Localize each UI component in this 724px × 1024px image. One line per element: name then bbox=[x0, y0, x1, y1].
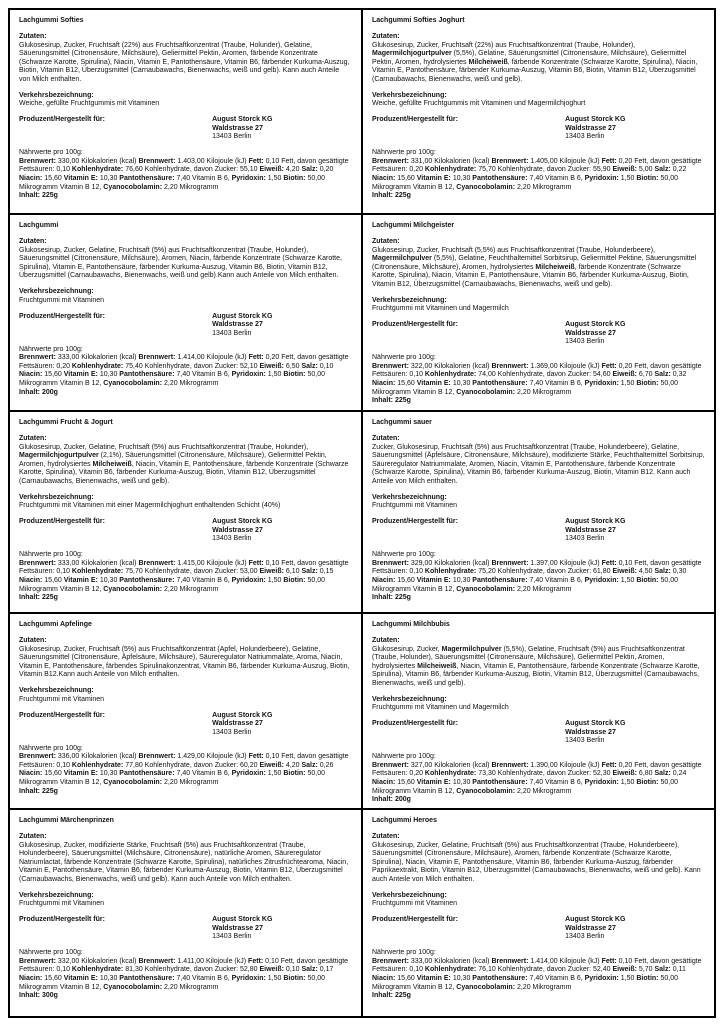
designation-text: Fruchtgummi mit Vitaminen bbox=[372, 502, 458, 510]
producer-address bbox=[565, 720, 625, 746]
designation-section bbox=[372, 892, 705, 909]
product-card bbox=[362, 9, 715, 214]
product-title: Lachgummi Softies Joghurt bbox=[372, 17, 465, 24]
content-value: 300g bbox=[41, 992, 58, 1000]
producer-address bbox=[565, 916, 625, 942]
product-card bbox=[362, 809, 715, 1017]
ingredients-section bbox=[372, 637, 705, 688]
designation-heading: Verkehrsbezeichnung: bbox=[372, 891, 447, 899]
producer-city: 13403 Berlin bbox=[212, 535, 252, 543]
designation-heading: Verkehrsbezeichnung: bbox=[19, 891, 94, 899]
nutrition-section bbox=[19, 149, 352, 200]
producer-address bbox=[212, 116, 272, 142]
nutrition-heading: Nährwerte pro 100g: bbox=[372, 354, 436, 362]
producer-section bbox=[372, 116, 705, 142]
designation-text: Weiche, gefüllte Fruchtgummis mit Vitaminen und Magermilchjoghurt bbox=[372, 100, 586, 108]
ingredients-text: Zucker, Glukosesirup, Fruchtsaft (5%) aus Fruchtsaftkonzentrat (Traube, Holunderbeere), Gelatine, Säuerungsmittel (Äpfelsäure, Citronensäure, Milchsäure), modifizierte Stärke, Feuchthaltemittel Sorbitsirup, Säureregulator Natriummalate, Aromen, Niacin, Vitamin E, Pantothensäure, färbende Konzentrate (Schwarze Karotte, Spirulina), Vitamin B6, färbender Kurkuma-Auszug, Biotin, Vitamin B12. Kann auch Anteile von Milch enthalten. bbox=[372, 443, 705, 485]
product-title: Lachgummi Milchbubis bbox=[372, 621, 450, 628]
designation-section bbox=[19, 494, 352, 511]
product-title: Lachgummi Märchenprinzen bbox=[19, 817, 114, 824]
nutrition-section bbox=[19, 745, 352, 796]
product-title: Lachgummi Heroes bbox=[372, 817, 437, 824]
product-card bbox=[362, 613, 715, 809]
designation-section bbox=[19, 92, 352, 109]
content-value: 225g bbox=[394, 397, 411, 405]
producer-section bbox=[19, 313, 352, 339]
ingredients-heading: Zutaten: bbox=[372, 435, 400, 443]
nutrition-section bbox=[372, 149, 705, 200]
ingredients-heading: Zutaten: bbox=[372, 637, 400, 645]
designation-text: Fruchtgummi mit Vitaminen bbox=[372, 900, 458, 908]
producer-city: 13403 Berlin bbox=[565, 933, 605, 941]
ingredients-section bbox=[372, 33, 705, 84]
ingredients-section bbox=[372, 833, 705, 884]
ingredients-section bbox=[19, 637, 352, 680]
content-label: Inhalt: bbox=[19, 192, 40, 200]
producer-city: 13403 Berlin bbox=[212, 133, 252, 141]
producer-city: 13403 Berlin bbox=[565, 133, 605, 141]
nutrition-section bbox=[372, 354, 705, 405]
content-label: Inhalt: bbox=[19, 992, 40, 1000]
nutrition-section bbox=[372, 551, 705, 602]
product-card bbox=[9, 214, 362, 411]
nutrition-text: Brennwert: 333,00 Kilokalorien (kcal) Brennwert: 1.414,00 Kilojoule (kJ) Fett: 0,20 Fett, davon gesättigte Fettsäuren: 0,20 Kohlenhydrate: 75,40 Kohlenhydrate, davon Zucker: 52,10 Eiweiß: 6,50 Salz: 0,10 Niacin: 15,60 Vitamin E: 10,30 Pantothensäure: 7,40 Vitamin B 6, Pyridoxin: 1,50 Biotin: 50,00 Mikrogramm Vitamin B 12, Cyanocobolamin: 2,20 Mikrogramm bbox=[19, 354, 349, 387]
content-value: 225g bbox=[41, 787, 58, 795]
producer-section bbox=[19, 518, 352, 544]
producer-street: Waldstrasse 27 bbox=[212, 321, 263, 329]
producer-section bbox=[372, 321, 705, 347]
designation-heading: Verkehrsbezeichnung: bbox=[19, 493, 94, 501]
content-line bbox=[372, 397, 705, 406]
nutrition-section bbox=[19, 346, 352, 397]
content-value: 225g bbox=[394, 192, 411, 200]
producer-address bbox=[565, 116, 625, 142]
producer-address bbox=[565, 518, 625, 544]
ingredients-heading: Zutaten: bbox=[19, 637, 47, 645]
producer-name: August Storck KG bbox=[565, 518, 626, 526]
producer-section bbox=[19, 712, 352, 738]
content-line bbox=[19, 788, 352, 797]
ingredients-text: Glukosesirup, Zucker, Magermilchpulver (5,5%), Gelatine, Fruchtsaft (5%) aus Fruchtsaftkonzentrat (Traube, Holunder), Säuerungsmittel (Citronensäure, Milchsäure), Geliermittel Pektin, Aromen, hydrolysiertes Milcheiweiß, Niacin, Vitamin E, Pantothensäure, färbende Konzentrate (Schwarze Karotte, Spirulina), Vitamin B6, färbender Kurkuma-Auszug, Biotin, Vitamin B12, Überzugsmittel (Carnaubawachs, Bienenwachs, weiß und gelb). bbox=[372, 645, 700, 687]
designation-text: Weiche, gefüllte Fruchtgummis mit Vitaminen bbox=[19, 100, 160, 108]
designation-section bbox=[372, 92, 705, 109]
product-title: Lachgummi Frucht & Jogurt bbox=[19, 419, 113, 426]
producer-city: 13403 Berlin bbox=[212, 329, 252, 337]
producer-street: Waldstrasse 27 bbox=[212, 924, 263, 932]
designation-section bbox=[19, 687, 352, 704]
producer-heading: Produzent/Hergestellt für: bbox=[372, 720, 458, 728]
ingredients-heading: Zutaten: bbox=[372, 238, 400, 246]
producer-section bbox=[372, 916, 705, 942]
nutrition-heading: Nährwerte pro 100g: bbox=[372, 753, 436, 761]
producer-street: Waldstrasse 27 bbox=[212, 124, 263, 132]
ingredients-section bbox=[372, 435, 705, 486]
designation-heading: Verkehrsbezeichnung: bbox=[372, 493, 447, 501]
ingredients-text: Glukosesirup, Zucker, Gelatine, Fruchtsaft (5%) aus Fruchtsaftkonzentrat (Traube, Holunderbeere), Säuerungsmittel (Citronensäure, Milchsäure), Aromen, färbende Konzentrate (Schwarze Karotte, Spirulina), Niacin, Vitamin E, Pantothensäure, Vitamin B6, färbender Kurkuma-Auszug, färbender Paprikaextrakt, Biotin, Vitamin B12, Überzugsmittel (Carnaubawachs, Bienenwachs, weiß und gelb). Kann auch Anteile von Milch enthalten. bbox=[372, 841, 701, 883]
content-line bbox=[372, 992, 705, 1001]
ingredients-section bbox=[19, 238, 352, 281]
producer-heading: Produzent/Hergestellt für: bbox=[372, 518, 458, 526]
designation-section bbox=[372, 696, 705, 713]
designation-text: Fruchtgummi mit Vitaminen mit einer Magermilchjoghurt enthaltenden Schicht (40%) bbox=[19, 502, 281, 510]
content-line bbox=[19, 992, 352, 1001]
content-label: Inhalt: bbox=[372, 397, 393, 405]
ingredients-text: Glukosesirup, Zucker, Gelatine, Fruchtsaft (5%) aus Fruchtsaftkonzentrat (Traube, Holunder), Säuerungsmittel (Citronensäure, Milchsäure), Aromen, Niacin, färbende Konzentrate (Schwarze Karotte, Spirulina), Vitamin E, Pantothensäure, färbender Kurkuma-Auszug, Vitamin B6, Biotin, Vitamin B12, Überzugsmittel (Carnaubawachs, Bienenwachs, weiß und gelb).Kann auch Anteile von Milch enthalten. bbox=[19, 246, 342, 280]
producer-city: 13403 Berlin bbox=[212, 728, 252, 736]
content-label: Inhalt: bbox=[372, 594, 393, 602]
ingredients-text: Glukosesirup, Zucker, modifizierte Stärke, Fruchtsaft (5%) aus Fruchtsaftkonzentrat (Traube, Holunderbeere), Säuerungsmittel (Milchsäure, Citronensäure), natürliche Aromen, Säureregulator Natriumlactat, färbende Konzentrate (Schwarze Karotte, Spirulina), natürliches Zitrusfrüchtearoma, Niacin, Vitamin E, Pantothensäure, Vitamin B6, färbender Kurkuma-Auszug, Biotin, Vitamin B12, Überzugsmittel (Carnaubawachs, Bienenwachs, weiß und gelb). Kann auch Anteile von Milch enthalten. bbox=[19, 841, 349, 883]
producer-section bbox=[19, 116, 352, 142]
nutrition-text: Brennwert: 322,00 Kilokalorien (kcal) Brennwert: 1.369,00 Kilojoule (kJ) Fett: 0,20 Fett, davon gesättigte Fettsäuren: 0,10 Kohlenhydrate: 74,00 Kohlenhydrate, davon Zucker: 54,60 Eiweiß: 6,70 Salz: 0,32 Niacin: 15,60 Vitamin E: 10,30 Pantothensäure: 7,40 Vitamin B 6, Pyridoxin: 1,50 Biotin: 50,00 Mikrogramm Vitamin B 12, Cyanocobolamin: 2,20 Mikrogramm bbox=[372, 362, 702, 396]
producer-name: August Storck KG bbox=[565, 116, 626, 124]
product-title: Lachgummi Softies bbox=[19, 17, 84, 24]
producer-city: 13403 Berlin bbox=[565, 338, 605, 346]
designation-heading: Verkehrsbezeichnung: bbox=[372, 296, 447, 304]
nutrition-text: Brennwert: 327,00 Kilokalorien (kcal) Brennwert: 1.390,00 Kilojoule (kJ) Fett: 0,20 Fett, davon gesättigte Fettsäuren: 0,20 Kohlenhydrate: 73,30 Kohlenhydrate, davon Zucker: 52,30 Eiweiß: 6,80 Salz: 0,24 Niacin: 15,60 Vitamin E: 10,30 Pantothensäure: 7,40 Vitamin B 6, Pyridoxin: 1,50 Biotin: 50,00 Mikrogramm Vitamin B 12, Cyanocobolamin: 2,20 Mikrogramm bbox=[372, 761, 702, 795]
designation-text: Fruchtgummi mit Vitaminen bbox=[19, 900, 105, 908]
producer-address bbox=[565, 321, 625, 347]
producer-name: August Storck KG bbox=[565, 720, 626, 728]
product-card bbox=[9, 9, 362, 214]
designation-heading: Verkehrsbezeichnung: bbox=[19, 91, 94, 99]
nutrition-section bbox=[372, 753, 705, 804]
ingredients-heading: Zutaten: bbox=[19, 33, 47, 41]
designation-section bbox=[19, 288, 352, 305]
producer-street: Waldstrasse 27 bbox=[212, 720, 263, 728]
content-value: 200g bbox=[394, 796, 411, 804]
designation-section bbox=[19, 892, 352, 909]
nutrition-section bbox=[19, 551, 352, 602]
producer-name: August Storck KG bbox=[212, 518, 273, 526]
ingredients-heading: Zutaten: bbox=[372, 33, 400, 41]
ingredients-text: Glukosesirup, Zucker, Fruchtsaft (5%) aus Fruchtsaftkonzentrat (Apfel, Holunderbeere), Gelatine, Säuerungsmittel (Citronensäure, Äpfelsäure, Milchsäure), Säureregulator Natriummalate, Aroma, Niacin, Vitamin E, Pantothensäure, färbendes Spirulinakonzentrat, Vitamin B6, färbender Kurkuma-Auszug, Biotin, Vitamin B12.Kann auch Anteile von Milch enthalten. bbox=[19, 645, 350, 679]
producer-name: August Storck KG bbox=[565, 916, 626, 924]
producer-address bbox=[212, 313, 272, 339]
content-label: Inhalt: bbox=[19, 594, 40, 602]
producer-name: August Storck KG bbox=[212, 116, 273, 124]
producer-name: August Storck KG bbox=[212, 312, 273, 320]
ingredients-heading: Zutaten: bbox=[19, 238, 47, 246]
product-title: Lachgummi bbox=[19, 222, 59, 229]
content-value: 200g bbox=[41, 388, 58, 396]
content-label: Inhalt: bbox=[19, 787, 40, 795]
producer-heading: Produzent/Hergestellt für: bbox=[19, 116, 105, 124]
nutrition-text: Brennwert: 336,00 Kilokalorien (kcal) Brennwert: 1.429,00 Kilojoule (kJ) Fett: 0,10 Fett, davon gesättigte Fettsäuren: 0,10 Kohlenhydrate: 77,80 Kohlenhydrate, davon Zucker: 60,20 Eiweiß: 4,20 Salz: 0,26 Niacin: 15,60 Vitamin E: 10,30 Pantothensäure: 7,40 Vitamin B 6, Pyridoxin: 1,50 Biotin: 50,00 Mikrogramm Vitamin B 12, Cyanocobolamin: 2,20 Mikrogramm bbox=[19, 753, 349, 786]
ingredients-section bbox=[19, 833, 352, 884]
nutrition-text: Brennwert: 329,00 Kilokalorien (kcal) Brennwert: 1.397,00 Kilojoule (kJ) Fett: 0,10 Fett, davon gesättigte Fettsäuren: 0,10 Kohlenhydrate: 75,20 Kohlenhydrate, davon Zucker: 61,80 Eiweiß: 4,50 Salz: 0,30 Niacin: 15,60 Vitamin E: 10,30 Pantothensäure: 7,40 Vitamin B 6, Pyridoxin: 1,50 Biotin: 50,00 Mikrogramm Vitamin B 12, Cyanocobolamin: 2,20 Mikrogramm bbox=[372, 559, 702, 593]
nutrition-heading: Nährwerte pro 100g: bbox=[19, 949, 83, 957]
producer-street: Waldstrasse 27 bbox=[212, 526, 263, 534]
producer-heading: Produzent/Hergestellt für: bbox=[19, 711, 105, 719]
producer-name: August Storck KG bbox=[212, 916, 273, 924]
product-card bbox=[362, 411, 715, 613]
content-label: Inhalt: bbox=[372, 992, 393, 1000]
producer-address bbox=[212, 712, 272, 738]
designation-heading: Verkehrsbezeichnung: bbox=[372, 695, 447, 703]
nutrition-heading: Nährwerte pro 100g: bbox=[372, 949, 436, 957]
content-value: 225g bbox=[41, 594, 58, 602]
producer-name: August Storck KG bbox=[212, 711, 273, 719]
content-label: Inhalt: bbox=[372, 796, 393, 804]
content-value: 225g bbox=[41, 192, 58, 200]
nutrition-heading: Nährwerte pro 100g: bbox=[372, 551, 436, 559]
ingredients-heading: Zutaten: bbox=[19, 435, 47, 443]
designation-heading: Verkehrsbezeichnung: bbox=[372, 91, 447, 99]
ingredients-section bbox=[372, 238, 705, 289]
producer-street: Waldstrasse 27 bbox=[565, 526, 616, 534]
producer-heading: Produzent/Hergestellt für: bbox=[372, 116, 458, 124]
product-title: Lachgummi Milchgeister bbox=[372, 222, 455, 229]
content-line bbox=[19, 389, 352, 398]
content-value: 225g bbox=[394, 594, 411, 602]
producer-section bbox=[19, 916, 352, 942]
nutrition-text: Brennwert: 331,00 Kilokalorien (kcal) Brennwert: 1.405,00 Kilojoule (kJ) Fett: 0,20 Fett, davon gesättigte Fettsäuren: 0,20 Kohlenhydrate: 75,70 Kohlenhydrate, davon Zucker: 55,90 Eiweiß: 5,00 Salz: 0,22 Niacin: 15,60 Vitamin E: 10,30 Pantothensäure: 7,40 Vitamin B 6, Pyridoxin: 1,50 Biotin: 50,00 Mikrogramm Vitamin B 12, Cyanocobolamin: 2,20 Mikrogramm bbox=[372, 157, 702, 191]
content-line bbox=[372, 192, 705, 201]
designation-section bbox=[372, 297, 705, 314]
nutrition-section bbox=[19, 949, 352, 1000]
nutrition-heading: Nährwerte pro 100g: bbox=[372, 149, 436, 157]
nutrition-text: Brennwert: 333,00 Kilokalorien (kcal) Brennwert: 1.415,00 Kilojoule (kJ) Fett: 0,10 Fett, davon gesättigte Fettsäuren: 0,10 Kohlenhydrate: 75,70 Kohlenhydrate, davon Zucker: 53,00 Eiweiß: 6,10 Salz: 0,15 Niacin: 15,60 Vitamin E: 10,30 Pantothensäure: 7,40 Vitamin B 6, Pyridoxin: 1,50 Biotin: 50,00 Mikrogramm Vitamin B 12, Cyanocobolamin: 2,20 Mikrogramm bbox=[19, 559, 349, 593]
nutrition-text: Brennwert: 332,00 Kilokalorien (kcal) Brennwert: 1.411,00 Kilojoule (kJ) Fett: 0,10 Fett, davon gesättigte Fettsäuren: 0,10 Kohlenhydrate: 81,30 Kohlenhydrate, davon Zucker: 52,80 Eiweiß: 0,10 Salz: 0,17 Niacin: 15,60 Vitamin E: 10,30 Pantothensäure: 7,40 Vitamin B 6, Pyridoxin: 1,50 Biotin: 50,00 Mikrogramm Vitamin B 12, Cyanocobolamin: 2,20 Mikrogramm bbox=[19, 957, 349, 991]
product-card bbox=[9, 613, 362, 809]
producer-city: 13403 Berlin bbox=[565, 535, 605, 543]
product-title: Lachgummi sauer bbox=[372, 419, 432, 426]
designation-text: Fruchtgummi mit Vitaminen und Magermilch bbox=[372, 704, 509, 712]
producer-street: Waldstrasse 27 bbox=[565, 728, 616, 736]
nutrition-text: Brennwert: 330,00 Kilokalorien (kcal) Brennwert: 1.403,00 Kilojoule (kJ) Fett: 0,10 Fett, davon gesättigte Fettsäuren: 0,10 Kohlenhydrate: 76,60 Kohlenhydrate, davon Zucker: 55,10 Eiweiß: 4,20 Salz: 0,20 Niacin: 15,60 Vitamin E: 10,30 Pantothensäure: 7,40 Vitamin B 6, Pyridoxin: 1,50 Biotin: 50,00 Mikrogramm Vitamin B 12, Cyanocobolamin: 2,20 Mikrogramm bbox=[19, 157, 349, 191]
designation-heading: Verkehrsbezeichnung: bbox=[19, 288, 94, 296]
producer-city: 13403 Berlin bbox=[565, 737, 605, 745]
content-label: Inhalt: bbox=[372, 192, 393, 200]
ingredients-text: Glukosesirup, Zucker, Fruchtsaft (5,5%) aus Fruchtsaftkonzentrat (Traube, Holunderbeere), Magermilchpulver (5,5%), Gelatine, Feuchthaltemittel Sorbitsirup, Geliermittel Pektine, Säuerungsmittel (Citronensäure, Milchsäure), Aromen, hydrolysiertes Milcheiweiß, färbende Konzentrate (Schwarze Karotte, Spirulina), Niacin, Vitamin E, Pantothensäure, Vitamin B6, färbender Kurkuma-Auszug, Biotin, Vitamin B12, Überzugsmittel (Carnaubawachs, Bienenwachs, weiß und gelb). bbox=[372, 246, 697, 288]
content-line bbox=[19, 594, 352, 603]
content-line bbox=[372, 594, 705, 603]
producer-heading: Produzent/Hergestellt für: bbox=[19, 518, 105, 526]
producer-section bbox=[372, 518, 705, 544]
designation-text: Fruchtgummi mit Vitaminen bbox=[19, 695, 105, 703]
producer-heading: Produzent/Hergestellt für: bbox=[372, 916, 458, 924]
ingredients-section bbox=[19, 435, 352, 486]
nutrition-heading: Nährwerte pro 100g: bbox=[19, 345, 83, 353]
ingredients-heading: Zutaten: bbox=[19, 833, 47, 841]
content-line bbox=[372, 796, 705, 805]
nutrition-heading: Nährwerte pro 100g: bbox=[19, 551, 83, 559]
product-card bbox=[9, 809, 362, 1017]
designation-section bbox=[372, 494, 705, 511]
producer-heading: Produzent/Hergestellt für: bbox=[372, 321, 458, 329]
ingredients-text: Glukosesirup, Zucker, Fruchtsaft (22%) aus Fruchtsaftkonzentrat (Traube, Holunder), Gelatine, Säuerungsmittel (Citronensäure, Milchsäure), Geliermittel Pektin, Aromen, färbende Konzentrate (Schwarze Karotte, Spirulina), Niacin, Vitamin E, Pantothensäure, Vitamin B6, färbender Kurkuma-Auszug, Biotin, Vitamin B12, Überzugsmittel (Carnaubawachs, Bienenwachs, weiß und gelb). Kann auch Anteile von Milch enthalten. bbox=[19, 41, 350, 83]
producer-address bbox=[212, 916, 272, 942]
ingredients-text: Glukosesirup, Zucker, Fruchtsaft (22%) aus Fruchtsaftkonzentrat (Traube, Holunder), Magermilchjogurtpulver (5,5%), Gelatine, Säuerungsmittel (Citronensäure, Milchsäure), Geliermittel Pektin, Aromen, hydrolysiertes Milcheiweiß, färbende Konzentrate (Schwarze Karotte, Spirulina), Niacin, Vitamin E, Pantothensäure, färbender Kurkuma-Auszug, Vitamin B6, Biotin, Vitamin B12, Überzugsmittel (Carnaubawachs, Bienenwachs, weiß und gelb). bbox=[372, 41, 698, 83]
ingredients-heading: Zutaten: bbox=[372, 833, 400, 841]
nutrition-heading: Nährwerte pro 100g: bbox=[19, 744, 83, 752]
producer-street: Waldstrasse 27 bbox=[565, 924, 616, 932]
content-line bbox=[19, 192, 352, 201]
content-label: Inhalt: bbox=[19, 388, 40, 396]
product-grid bbox=[8, 8, 716, 1018]
producer-street: Waldstrasse 27 bbox=[565, 124, 616, 132]
product-card bbox=[362, 214, 715, 411]
product-title: Lachgummi Apfelinge bbox=[19, 621, 92, 628]
producer-street: Waldstrasse 27 bbox=[565, 329, 616, 337]
nutrition-section bbox=[372, 949, 705, 1000]
designation-heading: Verkehrsbezeichnung: bbox=[19, 687, 94, 695]
producer-section bbox=[372, 720, 705, 746]
producer-name: August Storck KG bbox=[565, 321, 626, 329]
producer-city: 13403 Berlin bbox=[212, 933, 252, 941]
content-value: 225g bbox=[394, 992, 411, 1000]
designation-text: Fruchtgummi mit Vitaminen und Magermilch bbox=[372, 305, 509, 313]
ingredients-text: Glukosesirup, Zucker, Gelatine, Fruchtsaft (5%) aus Fruchtsaftkonzentrat (Traube, Holunder), Magermilchjogurtpulver (2,1%), Säuerungsmittel (Citronensäure, Milchsäure), Geliermittel Pektin, Aromen, hydrolysiertes Milcheiweiß, Niacin, Vitamin E, Pantothensäure, färbende Konzentrate (Schwarze Karotte, Spirulina), Vitamin B6, färbender Kurkuma-Auszug, Biotin, Vitamin B12, Überzugsmittel (Carnaubawachs, Bienenwachs, weiß und gelb). bbox=[19, 443, 349, 485]
producer-address bbox=[212, 518, 272, 544]
producer-heading: Produzent/Hergestellt für: bbox=[19, 916, 105, 924]
nutrition-heading: Nährwerte pro 100g: bbox=[19, 149, 83, 157]
designation-text: Fruchtgummi mit Vitaminen bbox=[19, 296, 105, 304]
product-card bbox=[9, 411, 362, 613]
producer-heading: Produzent/Hergestellt für: bbox=[19, 312, 105, 320]
ingredients-section bbox=[19, 33, 352, 84]
nutrition-text: Brennwert: 333,00 Kilokalorien (kcal) Brennwert: 1.414,00 Kilojoule (kJ) Fett: 0,10 Fett, davon gesättigte Fettsäuren: 0,10 Kohlenhydrate: 76,10 Kohlenhydrate, davon Zucker: 52,40 Eiweiß: 5,70 Salz: 0,11 Niacin: 15,60 Vitamin E: 10,30 Pantothensäure: 7,40 Vitamin B 6, Pyridoxin: 1,50 Biotin: 50,00 Mikrogramm Vitamin B 12, Cyanocobolamin: 2,20 Mikrogramm bbox=[372, 957, 702, 991]
